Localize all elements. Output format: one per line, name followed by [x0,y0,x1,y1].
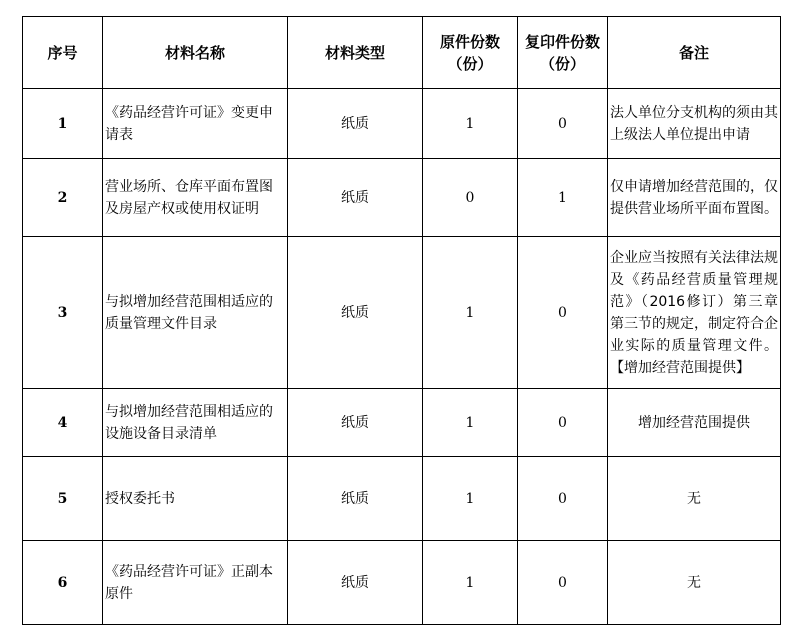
row-serial-no: 3 [23,237,103,389]
row-material-name: 授权委托书 [103,457,288,541]
row-material-type: 纸质 [288,457,423,541]
header-original-count: 原件份数（份） [423,17,518,89]
table-row [23,237,781,389]
row-serial-no: 1 [23,89,103,159]
header-material-type: 材料类型 [288,17,423,89]
row-material-name: 《药品经营许可证》变更申请表 [103,89,288,159]
row-copy-count: 0 [518,541,608,625]
row-original-count: 1 [423,457,518,541]
row-material-name: 与拟增加经营范围相适应的设施设备目录清单 [103,389,288,457]
row-copy-count: 0 [518,457,608,541]
row-serial-no: 6 [23,541,103,625]
row-material-name: 《药品经营许可证》正副本原件 [103,541,288,625]
row-material-type: 纸质 [288,389,423,457]
row-material-name: 营业场所、仓库平面布置图及房屋产权或使用权证明 [103,159,288,237]
row-remarks: 法人单位分支机构的须由其上级法人单位提出申请 [608,89,781,159]
header-copy-count: 复印件份数（份） [518,17,608,89]
row-copy-count: 0 [518,89,608,159]
header-remarks: 备注 [608,17,781,89]
row-material-type: 纸质 [288,89,423,159]
row-original-count: 1 [423,237,518,389]
row-remarks: 企业应当按照有关法律法规及《药品经营质量管理规范》（2016修订）第三章第三节的规定，制定符合企业实际的质量管理文件。【增加经营范围提供】 [608,237,781,389]
row-original-count: 1 [423,89,518,159]
table-row [23,457,781,541]
row-remarks: 无 [608,541,781,625]
row-serial-no: 5 [23,457,103,541]
table-header-row [23,17,781,89]
table-row [23,159,781,237]
row-copy-count: 0 [518,237,608,389]
table-row [23,389,781,457]
row-material-type: 纸质 [288,541,423,625]
table-row [23,541,781,625]
row-remarks: 无 [608,457,781,541]
row-material-type: 纸质 [288,159,423,237]
table-row [23,89,781,159]
row-serial-no: 2 [23,159,103,237]
row-remarks: 增加经营范围提供 [608,389,781,457]
row-original-count: 1 [423,541,518,625]
row-original-count: 1 [423,389,518,457]
row-copy-count: 0 [518,389,608,457]
row-material-type: 纸质 [288,237,423,389]
row-remarks: 仅申请增加经营范围的，仅提供营业场所平面布置图。 [608,159,781,237]
row-copy-count: 1 [518,159,608,237]
row-material-name: 与拟增加经营范围相适应的质量管理文件目录 [103,237,288,389]
row-original-count: 0 [423,159,518,237]
row-serial-no: 4 [23,389,103,457]
header-material-name: 材料名称 [103,17,288,89]
header-serial-no: 序号 [23,17,103,89]
materials-table [22,16,781,625]
